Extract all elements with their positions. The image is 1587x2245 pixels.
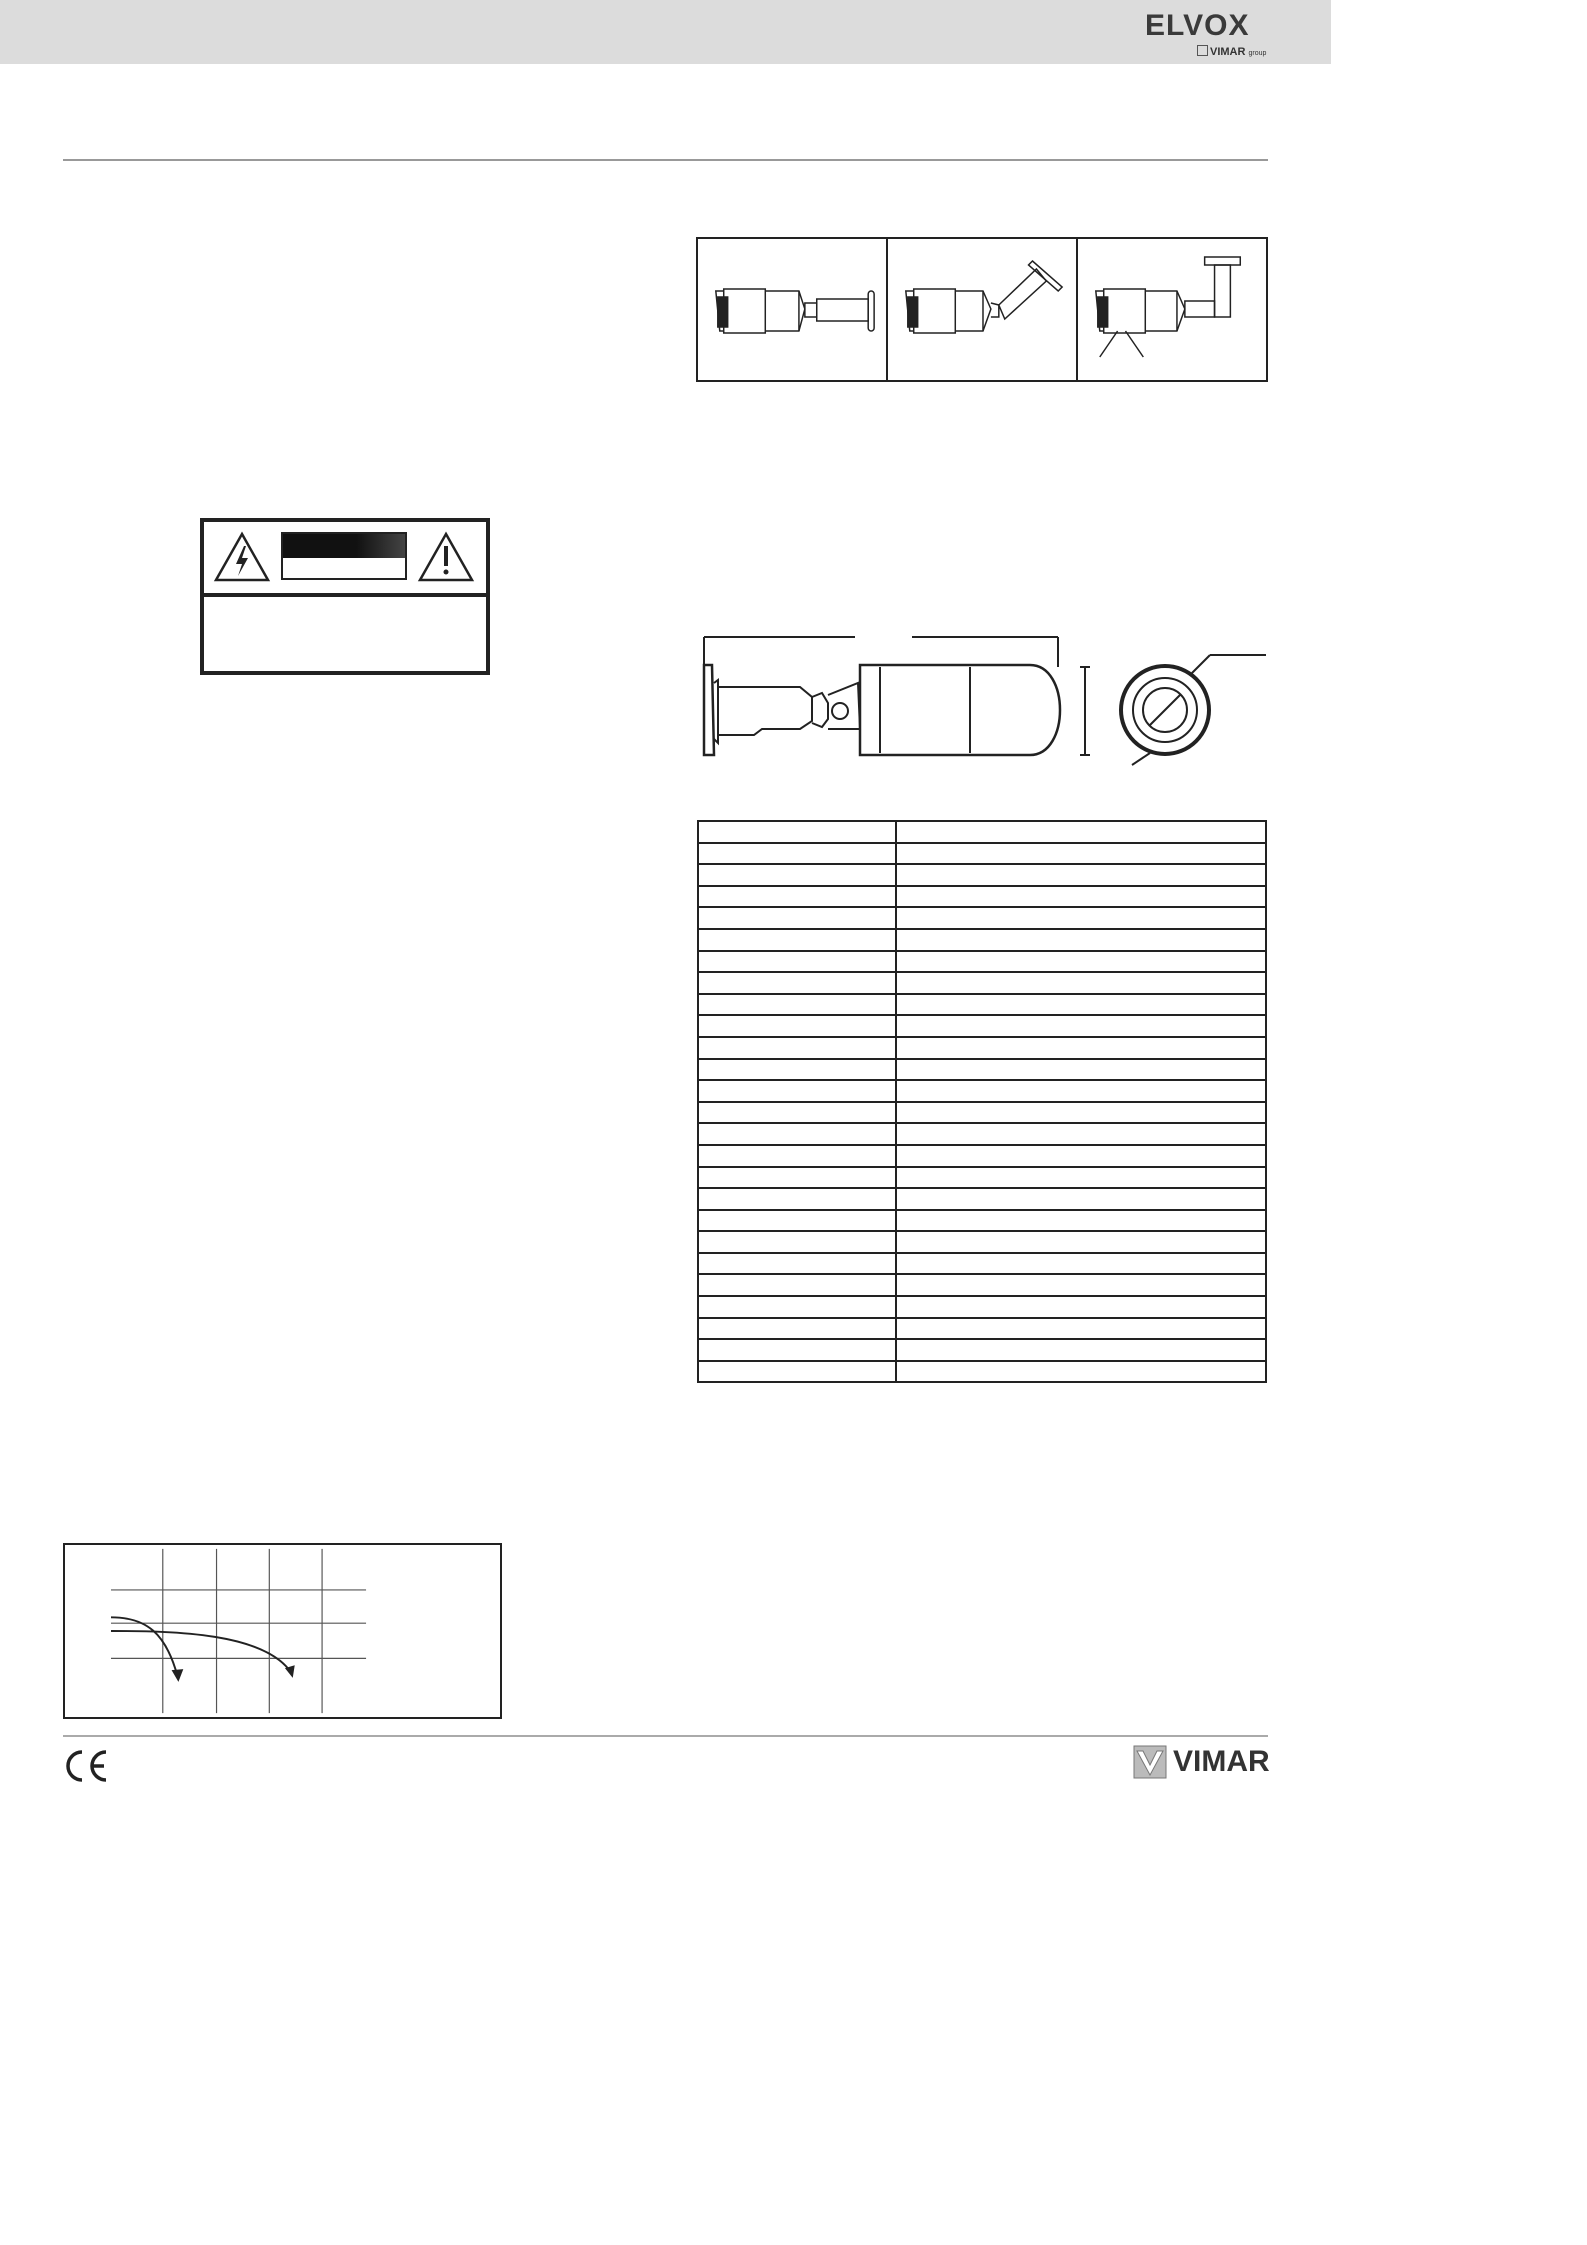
spec-label-cell xyxy=(698,821,896,843)
spec-value-cell xyxy=(896,1188,1266,1210)
spec-table-row xyxy=(698,864,1266,886)
electric-shock-warning-icon xyxy=(212,530,272,584)
spec-table-row xyxy=(698,1253,1266,1275)
spec-table-row xyxy=(698,821,1266,843)
spec-value-cell xyxy=(896,951,1266,973)
spec-label-cell xyxy=(698,1059,896,1081)
spec-table-row xyxy=(698,1080,1266,1102)
spec-value-cell xyxy=(896,1123,1266,1145)
response-chart xyxy=(63,1543,502,1719)
spec-table-row xyxy=(698,843,1266,865)
spec-label-cell xyxy=(698,1037,896,1059)
vimar-footer-wordmark: VIMAR xyxy=(1173,1745,1270,1778)
vimar-mark-icon xyxy=(1133,1745,1167,1779)
spec-value-cell xyxy=(896,1253,1266,1275)
spec-label-cell xyxy=(698,907,896,929)
spec-label-cell xyxy=(698,1339,896,1361)
caution-label-header xyxy=(204,522,486,597)
caution-label xyxy=(200,518,490,675)
spec-value-cell xyxy=(896,1102,1266,1124)
spec-table-row xyxy=(698,907,1266,929)
spec-label-cell xyxy=(698,1318,896,1340)
spec-value-cell xyxy=(896,907,1266,929)
header-bar xyxy=(0,0,1331,64)
spec-label-cell xyxy=(698,1123,896,1145)
spec-label-cell xyxy=(698,1231,896,1253)
spec-table-row xyxy=(698,1188,1266,1210)
spec-value-cell xyxy=(896,1339,1266,1361)
spec-label-cell xyxy=(698,1296,896,1318)
spec-label-cell xyxy=(698,1145,896,1167)
spec-label-cell xyxy=(698,1210,896,1232)
exclamation-warning-icon xyxy=(416,530,476,584)
top-divider xyxy=(63,159,1268,161)
spec-label-cell xyxy=(698,1253,896,1275)
spec-label-cell xyxy=(698,1274,896,1296)
spec-table-row xyxy=(698,1210,1266,1232)
spec-value-cell xyxy=(896,1145,1266,1167)
spec-table-row xyxy=(698,1274,1266,1296)
dimension-drawing xyxy=(700,625,1270,775)
spec-label-cell xyxy=(698,951,896,973)
bottom-divider xyxy=(63,1735,1268,1737)
spec-table-row xyxy=(698,951,1266,973)
spec-value-cell xyxy=(896,1037,1266,1059)
spec-value-cell xyxy=(896,1059,1266,1081)
spec-table-row xyxy=(698,886,1266,908)
spec-label-cell xyxy=(698,1015,896,1037)
angled-mount-icon xyxy=(888,239,1078,380)
spec-value-cell xyxy=(896,1318,1266,1340)
spec-table-row xyxy=(698,1339,1266,1361)
spec-table-row xyxy=(698,1361,1266,1383)
spec-table-row xyxy=(698,1123,1266,1145)
spec-label-cell xyxy=(698,972,896,994)
spec-table-row xyxy=(698,972,1266,994)
spec-value-cell xyxy=(896,864,1266,886)
spec-value-cell xyxy=(896,1080,1266,1102)
spec-value-cell xyxy=(896,821,1266,843)
spec-table-row xyxy=(698,1037,1266,1059)
spec-table-row xyxy=(698,1296,1266,1318)
spec-value-cell xyxy=(896,972,1266,994)
spec-table-row xyxy=(698,1015,1266,1037)
ceiling-mount-icon xyxy=(1078,239,1266,380)
spec-value-cell xyxy=(896,929,1266,951)
vimar-mark-icon xyxy=(1197,45,1208,56)
spec-label-cell xyxy=(698,886,896,908)
spec-label-cell xyxy=(698,864,896,886)
group-suffix: group xyxy=(1248,50,1267,57)
spec-table-row xyxy=(698,1102,1266,1124)
ce-mark-icon xyxy=(60,1748,110,1784)
vimar-footer-logo xyxy=(1133,1745,1273,1779)
spec-value-cell xyxy=(896,886,1266,908)
spec-label-cell xyxy=(698,843,896,865)
spec-label-cell xyxy=(698,1361,896,1383)
spec-label-cell xyxy=(698,1102,896,1124)
spec-label-cell xyxy=(698,1167,896,1189)
elvox-wordmark: ELVOX xyxy=(1145,9,1250,42)
spec-value-cell xyxy=(896,1167,1266,1189)
spec-table-row xyxy=(698,1059,1266,1081)
spec-label-cell xyxy=(698,1188,896,1210)
spec-table-row xyxy=(698,929,1266,951)
wall-mount-icon xyxy=(698,239,888,380)
spec-value-cell xyxy=(896,1274,1266,1296)
vimar-group-tagline xyxy=(1197,45,1266,60)
spec-label-cell xyxy=(698,1080,896,1102)
spec-table-row xyxy=(698,994,1266,1016)
spec-table-row xyxy=(698,1145,1266,1167)
spec-value-cell xyxy=(896,1015,1266,1037)
caution-banner xyxy=(281,532,407,580)
spec-value-cell xyxy=(896,843,1266,865)
elvox-logo xyxy=(1145,10,1270,58)
spec-value-cell xyxy=(896,1210,1266,1232)
spec-value-cell xyxy=(896,1296,1266,1318)
mounting-figures xyxy=(696,237,1268,382)
spec-table-row xyxy=(698,1318,1266,1340)
spec-value-cell xyxy=(896,994,1266,1016)
caution-banner-fill xyxy=(283,534,405,558)
spec-table xyxy=(697,820,1267,1383)
spec-label-cell xyxy=(698,994,896,1016)
spec-value-cell xyxy=(896,1231,1266,1253)
spec-table-row xyxy=(698,1167,1266,1189)
spec-table-row xyxy=(698,1231,1266,1253)
vimar-group-label: VIMAR xyxy=(1210,46,1246,58)
spec-label-cell xyxy=(698,929,896,951)
spec-value-cell xyxy=(896,1361,1266,1383)
